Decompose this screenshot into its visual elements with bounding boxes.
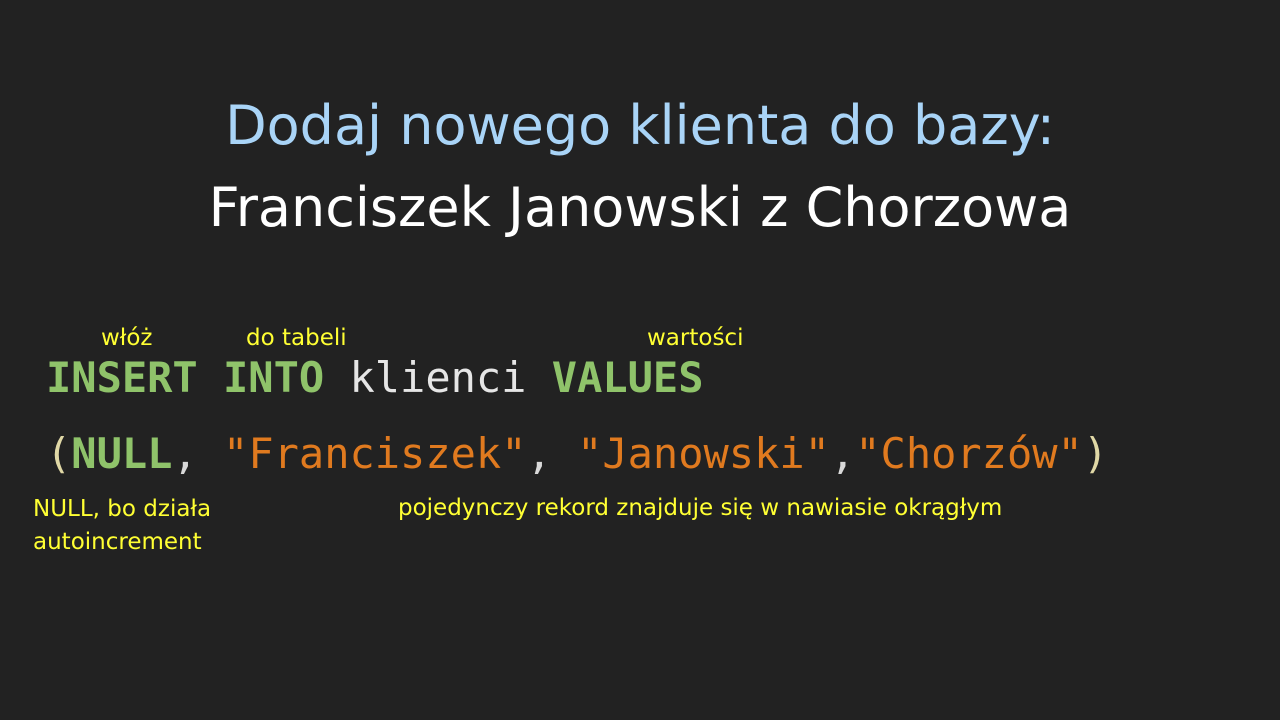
annotation-insert: włóż: [101, 325, 153, 351]
sql-line-insert: [46, 354, 704, 402]
annotation-record: pojedynczy rekord znajduje się w nawiasie okrągłym: [398, 495, 1003, 521]
sql-keyword-insert: INSERT: [46, 353, 198, 402]
sql-string-first-name: "Franciszek": [223, 429, 527, 478]
annotation-null-line2: autoincrement: [33, 529, 202, 556]
sql-table-name: klienci: [349, 353, 527, 402]
sql-open-paren: (: [46, 429, 72, 478]
slide-subtitle: Franciszek Janowski z Chorzowa: [208, 176, 1072, 239]
annotation-values: wartości: [647, 325, 744, 351]
sql-comma: ,: [526, 429, 552, 478]
sql-string-last-name: "Janowski": [577, 429, 830, 478]
annotation-into: do tabeli: [246, 325, 347, 351]
sql-keyword-values: VALUES: [551, 353, 704, 402]
annotation-null-explanation: [33, 493, 211, 560]
sql-comma: ,: [829, 429, 856, 478]
sql-line-values: [46, 430, 1108, 478]
annotation-null-line1: NULL, bo działa: [33, 496, 212, 522]
sql-close-paren: ): [1082, 429, 1109, 478]
sql-null-value: NULL: [71, 429, 173, 478]
sql-comma: ,: [172, 429, 198, 478]
sql-keyword-into: INTO: [223, 353, 325, 402]
slide-title: Dodaj nowego klienta do bazy:: [225, 94, 1055, 157]
sql-string-city: "Chorzów": [855, 429, 1083, 478]
